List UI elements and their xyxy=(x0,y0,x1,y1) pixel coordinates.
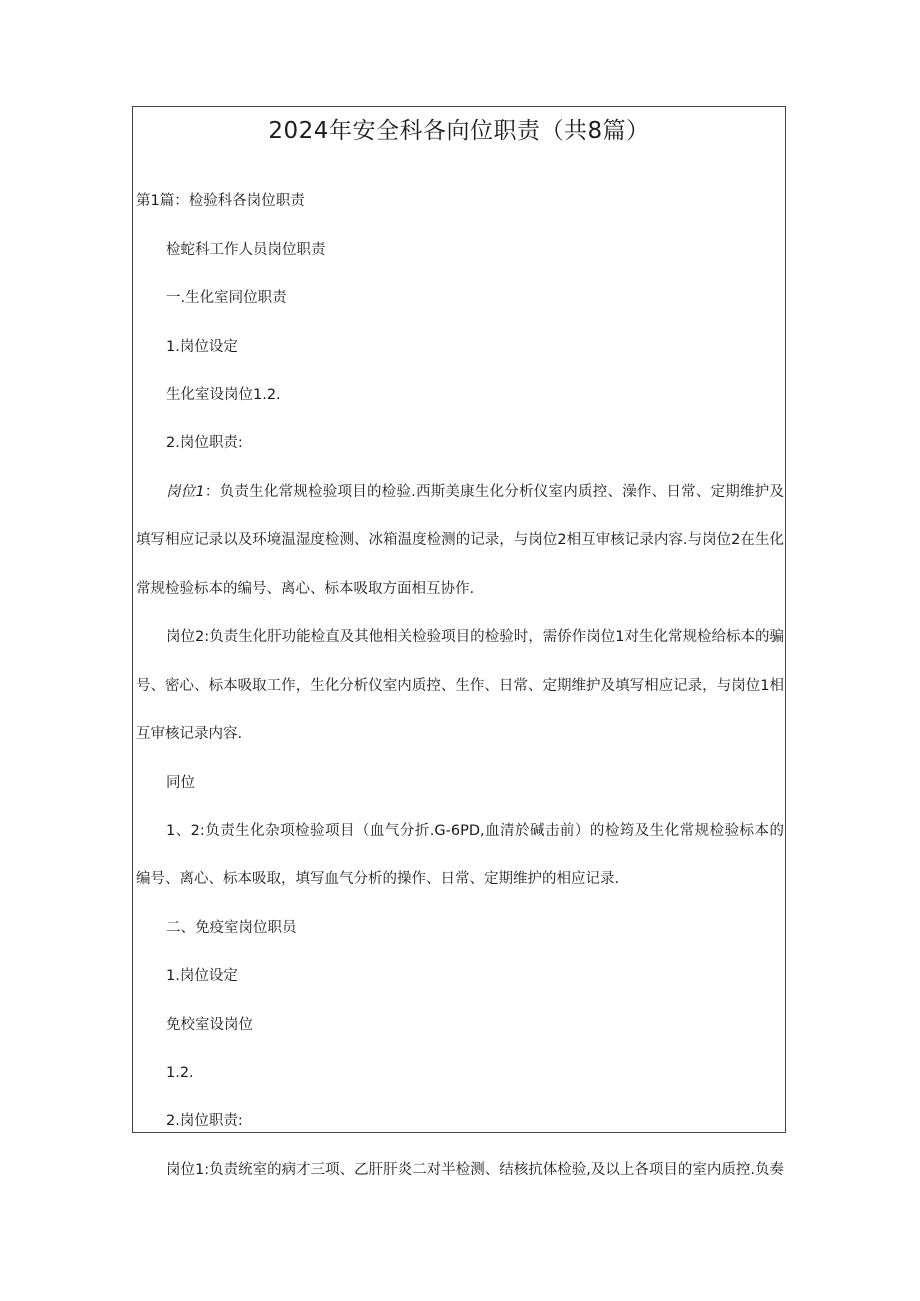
italic-label: 岗位1 xyxy=(166,484,205,500)
paragraph: 1.岗位设定 xyxy=(166,968,238,984)
paragraph xyxy=(166,482,784,502)
paragraph: 1.2. xyxy=(166,1065,194,1081)
paragraph: 编号、离心、标本吸取，填写血气分析的操作、日常、定期维护的相应记录. xyxy=(136,871,620,887)
paragraph: 检蛇科工作人员岗位职责 xyxy=(166,242,326,258)
paragraph: 1.岗位设定 xyxy=(166,339,238,355)
document-title: 2024年安全科各向位职责（共8篇） xyxy=(268,118,650,144)
paragraph: 岗位2:负责生化肝功能检直及其他相关检验项目的检验时，需侨作岗位1对生化常规检给标本的骗 xyxy=(166,629,784,645)
paragraph: 常规检验标本的编号、离心、标本吸取方面相互协作. xyxy=(136,581,475,597)
section-heading: 二、免疫室岗位职员 xyxy=(166,920,297,936)
paragraph: 1、2:负责生化杂项检验项目（血气分折.G-6PD,血清於碱击前）的检筠及生化常规检验标本的 xyxy=(166,823,784,839)
paragraph: 互审核记录内容. xyxy=(136,726,243,742)
paragraph: 填写相应记录以及环境温湿度检测、冰箱温度检测的记录，与岗位2相互审核记录内容.与岗位2在生化 xyxy=(136,532,784,548)
paragraph-text: ：负责生化常规检验项目的检验.西斯美康生化分析仪室内质控、澡作、日常、定期维护及 xyxy=(204,484,784,500)
paragraph: 一.生化室同位职责 xyxy=(166,290,287,306)
section-heading: 第1篇：检验科各岗位职责 xyxy=(136,193,305,209)
paragraph: 号、密心、标本吸取工作，生化分析仪室内质控、生作、日常、定期维护及填写相应记录，与岗位1相 xyxy=(136,678,784,694)
paragraph: 生化室设岗位1.2. xyxy=(166,387,281,403)
paragraph: 2.岗位职责: xyxy=(166,435,243,451)
paragraph: 岗位1:负责统室的病才三项、乙肝肝炎二对半检测、结核抗体检验,及以上各项目的室内质控.负奏 xyxy=(166,1162,784,1178)
paragraph: 免校室设岗位 xyxy=(166,1017,253,1033)
paragraph: 2.岗位职责: xyxy=(166,1113,243,1129)
paragraph: 同位 xyxy=(166,775,195,791)
